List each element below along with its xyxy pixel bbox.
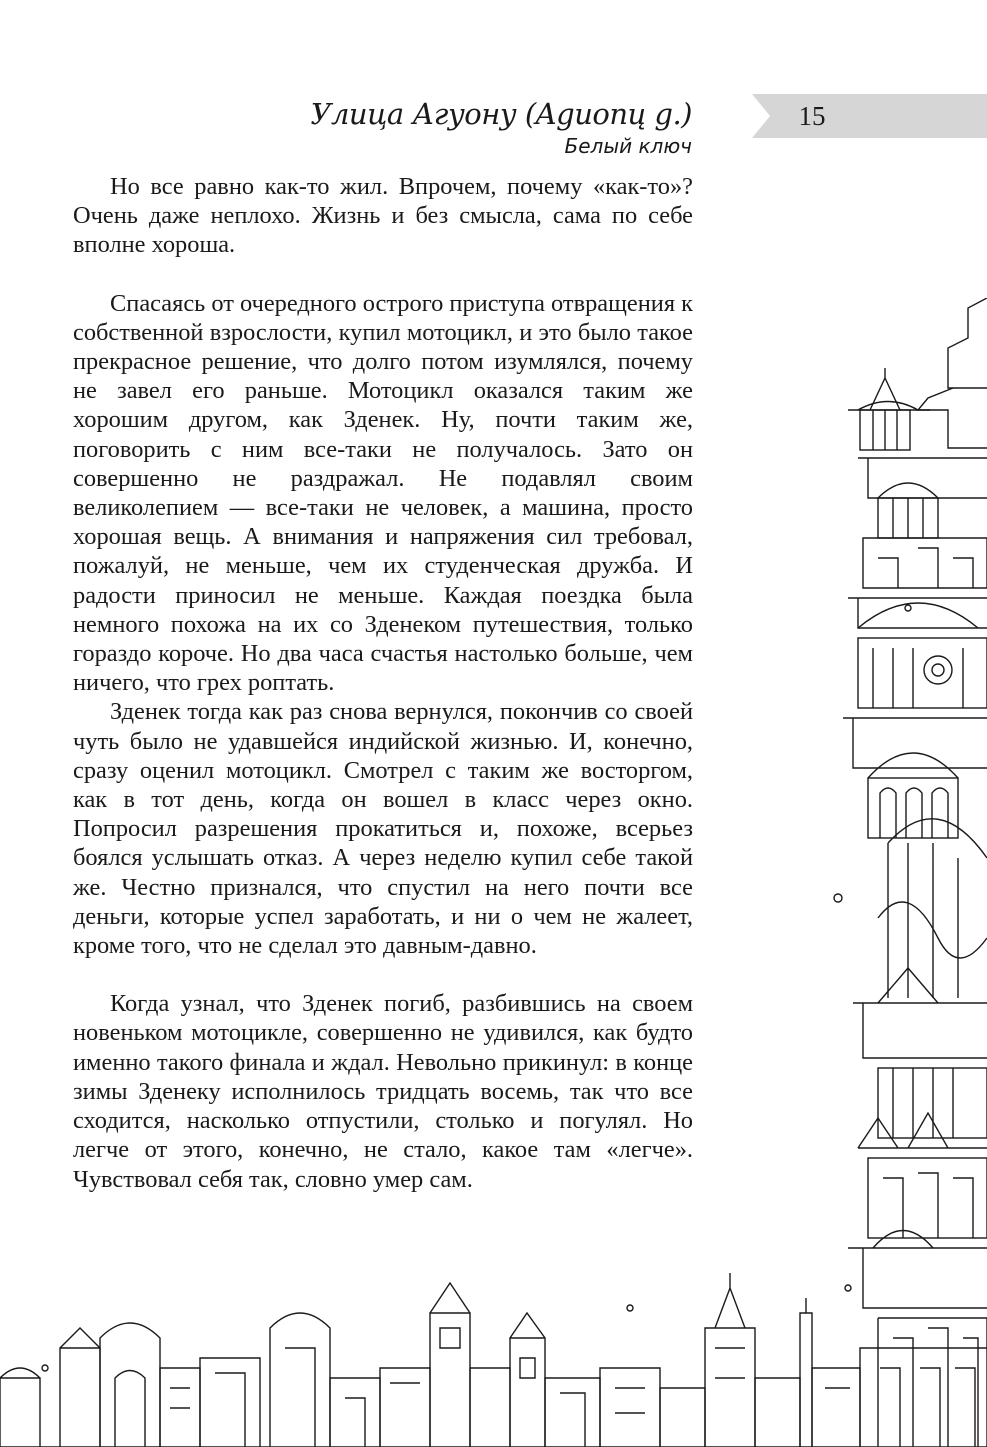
page-number: 15 <box>798 101 826 131</box>
paragraph: Зденек тогда как раз снова вернулся, покончив со своей чуть было не удавшейся индийской жизнью. И, конечно, сразу оценил мотоцикл. Смотрел с таким же восторгом, как в тот день, когда он вошел в класс через окно. Попросил разрешения прокатиться и, похоже, всерьез боялся услышать отказ. А через неделю купил себе такой же. Честно признался, что спустил на него почти все деньги, которые успел заработать, и ни о чем не жалеет, кроме того, что не сделал это давным-давно. <box>73 698 693 960</box>
city-skyline-illustration <box>0 1268 987 1447</box>
paragraph: Когда узнал, что Зденек погиб, разбившись на своем новеньком мотоцикле, совершенно не удивился, как будто именно такого финала и ждал. Невольно прикинул: в конце зимы Зденеку исполнилось тридцать восемь, так что все сходится, насколько отпустили, столько и погулял. Но легче от этого, конечно, не стало, какое там «легче». Чувствовал себя так, словно умер сам. <box>73 990 693 1193</box>
paragraph: Но все равно как-то жил. Впрочем, почему «как-то»? Очень даже неплохо. Жизнь и без смысла, сама по себе вполне хороша. <box>73 173 693 259</box>
running-subtitle: Белый ключ <box>564 134 692 158</box>
running-title: Улица Агуону (Aguonų g.) <box>310 97 692 131</box>
body-text <box>73 172 693 1194</box>
paragraph: Спасаясь от очередного острого приступа отвращения к собственной взрослости, купил мотоцикл, и это было такое прекрасное решение, что долго потом изумлялся, почему не завел его раньше. Мотоцикл оказался таким же хорошим другом, как Зденек. Ну, почти таким же, поговорить с ним все-таки не получалось. Зато он совершенно не раздражал. Не подавлял своим великолепием — все-таки не человек, а машина, просто хорошая вещь. А внимания и напряжения сил требовал, пожалуй, не меньше, чем их студенческая дружба. И радости приносил не меньше. Каждая поездка была немного похожа на их со Зденеком путешествия, только гораздо короче. Но два часа счастья настолько больше, чем ничего, что грех роптать. <box>73 289 693 697</box>
